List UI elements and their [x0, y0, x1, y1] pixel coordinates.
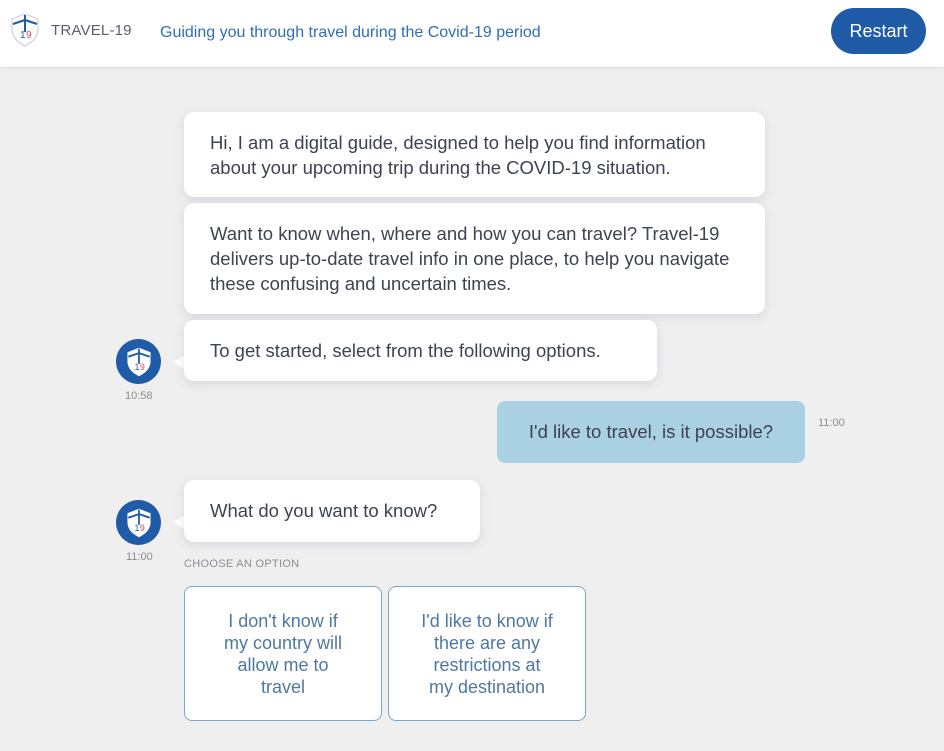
bot-message-intro-1: [184, 112, 765, 197]
option-country-allows-travel[interactable]: I don't know if my country will allow me to travel: [184, 586, 382, 721]
svg-text:1: 1: [20, 30, 26, 41]
app-header: [0, 0, 944, 67]
bot-message-text: Hi, I am a digital guide, designed to help you find information about your upcoming trip during the COVID-19 situation.: [210, 132, 706, 178]
bot-avatar: [116, 339, 161, 384]
svg-text:1: 1: [134, 361, 139, 372]
choose-option-heading: CHOOSE AN OPTION: [184, 558, 300, 570]
header-tagline: Guiding you through travel during the Covid-19 period: [160, 24, 541, 41]
user-message: [497, 401, 805, 463]
brand-name: TRAVEL-19: [51, 22, 132, 39]
bot-shield-icon: [124, 507, 154, 539]
option-destination-restrictions[interactable]: I'd like to know if there are any restrictions at my destination: [388, 586, 586, 721]
svg-text:9: 9: [26, 30, 32, 41]
svg-text:9: 9: [139, 522, 145, 533]
message-timestamp: 11:00: [818, 417, 845, 429]
message-timestamp: 11:00: [126, 551, 153, 563]
svg-text:1: 1: [134, 522, 139, 533]
travel-19-logo-icon: [9, 12, 41, 48]
user-message-text: I'd like to travel, is it possible?: [528, 421, 774, 442]
bot-shield-icon: [124, 346, 154, 378]
message-timestamp: 10:58: [125, 390, 153, 402]
bot-message-intro-3: [184, 320, 657, 381]
bot-message-text: To get started, select from the following options.: [210, 340, 601, 361]
bot-message-intro-2: [184, 203, 765, 314]
bot-message-text: What do you want to know?: [210, 500, 438, 521]
restart-button[interactable]: Restart: [831, 8, 926, 54]
bot-message-text: Want to know when, where and how you can travel? Travel-19 delivers up-to-date travel info in one place, to help you navigate these confusing and uncertain times.: [210, 223, 730, 294]
svg-text:9: 9: [139, 361, 145, 372]
bot-avatar: [116, 500, 161, 545]
bot-message-question: [184, 480, 480, 542]
